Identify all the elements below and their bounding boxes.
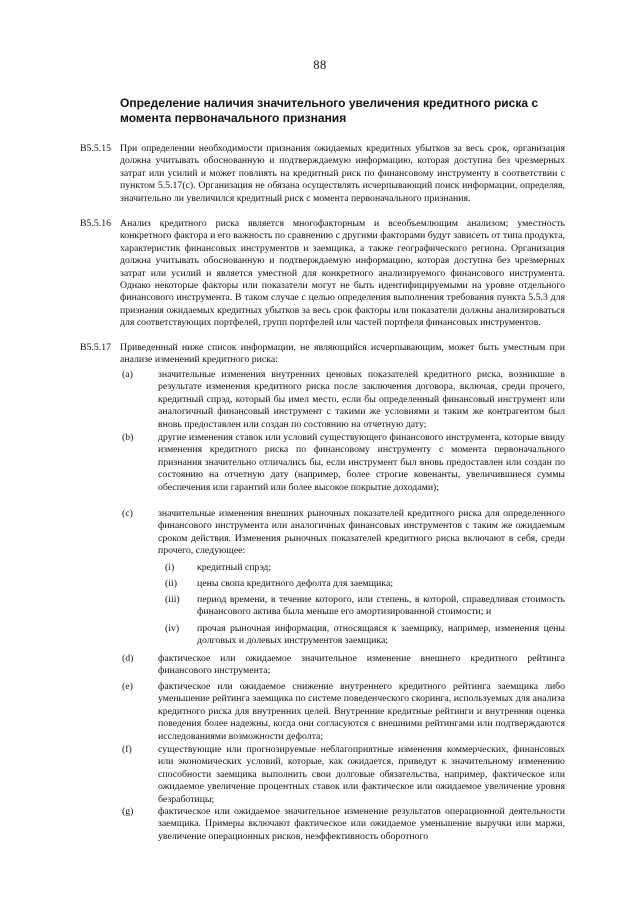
list-item-label: (g) [122, 806, 134, 817]
list-item-text: значительные изменения внешних рыночных показателей кредитного риска для определенного финансового инструмента или аналогичных финансовых инструментов с таким же ожидаемым сроком действия. Изменения рыночных показателей кредитного риска включают в себя, среди прочего, следующее: [158, 508, 565, 557]
section-heading: Определение наличия значительного увеличения кредитного риска с момента первоначального признания [120, 96, 539, 125]
list-item-c [120, 508, 565, 558]
list-item-label: (a) [122, 369, 133, 380]
list-item-a [120, 369, 565, 431]
list-item-text: фактическое или ожидаемое значительное изменение результатов операционной деятельности заемщика. Примеры включают фактическое или ожидаемое уменьшение выручки или маржи, увеличение операционных рисков, неэффективность оборотного [158, 806, 565, 842]
sub-item-text: период времени, в течение которого, или степень, в которой, справедливая стоимость финансового актива была меньше его амортизированной стоимости; и [197, 594, 565, 618]
paragraph-b5-5-17 [80, 342, 565, 367]
sub-item-text: прочая рыночная информация, относящаяся к заемщику, например, изменения цены долговых и долевых инструментов заемщика; [197, 623, 565, 647]
sub-item-label: (ii) [165, 578, 177, 589]
paragraph-number: B5.5.16 [80, 218, 112, 229]
list-item-text: значительные изменения внутренних ценовых показателей кредитного риска, возникшие в результате изменения кредитного риска после заключения договора, включая, среди прочего, кредитный спрэд, который бы имел место, если бы определенный финансовый инструмент или аналогичный финансовый инструмент с такими же условиями и таким же контрагентом был вновь предоставлен или создан по состоянию на отчетную дату; [158, 369, 565, 430]
list-item-label: (c) [122, 508, 133, 519]
sub-item-iii [165, 594, 565, 619]
sub-item-label: (iii) [165, 594, 180, 605]
paragraph-text: Анализ кредитного риска является многофакторным и всеобъемлющим анализом; уместность конкретного фактора и его важность по сравнению с другими факторами будут зависеть от типа продукта, характеристик финансовых инструментов и заемщика, а также географического региона. Организация должна учитывать обоснованную и подтверждаемую информацию, которая доступна без чрезмерных затрат или усилий и является уместной для конкретного анализируемого финансового инструмента. Однако некоторые факторы или показатели могут не быть идентифицируемыми на уровне отдельного финансового инструмента. В таком случае с целью определения выполнения требования пункта 5.5.3 для признания ожидаемых кредитных убытков за весь срок факторы или показатели должны анализироваться для соответствующих портфелей, групп портфелей или частей портфеля финансовых инструментов. [120, 218, 565, 329]
list-item-label: (b) [122, 432, 134, 443]
list-item-f [120, 744, 565, 806]
paragraph-b5-5-15 [80, 143, 565, 205]
paragraph-text: При определении необходимости признания ожидаемых кредитных убытков за весь срок, организация должна учитывать обоснованную и подтверждаемую информацию, которая доступна без чрезмерных затрат или усилий и может повлиять на кредитный риск по финансовому инструменту в соответствии с пунктом 5.5.17(c). Организация не обязана осуществлять исчерпывающий поиск информации, определяя, значительно ли увеличился кредитный риск с момента первоначального признания. [120, 143, 565, 204]
list-item-e [120, 681, 565, 743]
list-item-d [120, 653, 565, 678]
sub-item-i [165, 562, 565, 574]
page-number: 88 [313, 58, 327, 72]
sub-item-text: кредитный спрэд; [197, 562, 272, 573]
sub-item-label: (iv) [165, 623, 180, 634]
list-item-text: существующие или прогнозируемые неблагоприятные изменения коммерческих, финансовых или экономических условий, которые, как ожидается, приведут к значительному изменению способности заемщика выполнить свои долговые обязательства, например, фактическое или ожидаемое увеличение процентных ставок или фактическое или ожидаемое увеличение уровня безработицы; [158, 744, 565, 805]
list-item-label: (d) [122, 653, 134, 664]
list-item-g [120, 806, 565, 843]
list-item-text: фактическое или ожидаемое значительное изменение внешнего кредитного рейтинга финансового инструмента; [158, 653, 565, 677]
sub-item-iv [165, 623, 565, 648]
sub-item-ii [165, 578, 565, 590]
sub-item-text: цены свопа кредитного дефолта для заемщика; [197, 578, 394, 589]
list-item-label: (f) [122, 744, 132, 755]
paragraph-text: Приведенный ниже список информации, не являющийся исчерпывающим, может быть уместным при анализе изменений кредитного риска: [120, 342, 565, 366]
list-item-label: (e) [122, 681, 133, 692]
paragraph-b5-5-16 [80, 218, 565, 330]
list-item-b [120, 432, 565, 494]
list-item-text: фактическое или ожидаемое снижение внутреннего кредитного рейтинга заемщика либо уменьшение рейтинга заемщика по системе поведенческого скоринга, используемых для анализа кредитного риска для внутренних целей. Внутренние кредитные рейтинги и внутренняя оценка поведения более надежны, когда они согласуются с внешними рейтингами или подтверждаются исследованиями возможности дефолта; [158, 681, 565, 742]
list-item-text: другие изменения ставок или условий существующего финансового инструмента, которые ввиду изменения кредитного риска по финансовому инструменту с момента первоначального признания значительно отличались бы, если инструмент был вновь предоставлен или создан по состоянию на отчетную дату (например, более строгие ковенанты, увеличившиеся суммы обеспечения или гарантий или более высокое покрытие доходами); [158, 432, 565, 493]
paragraph-number: B5.5.17 [80, 342, 112, 353]
paragraph-number: B5.5.15 [80, 143, 112, 154]
sub-item-label: (i) [165, 562, 175, 573]
